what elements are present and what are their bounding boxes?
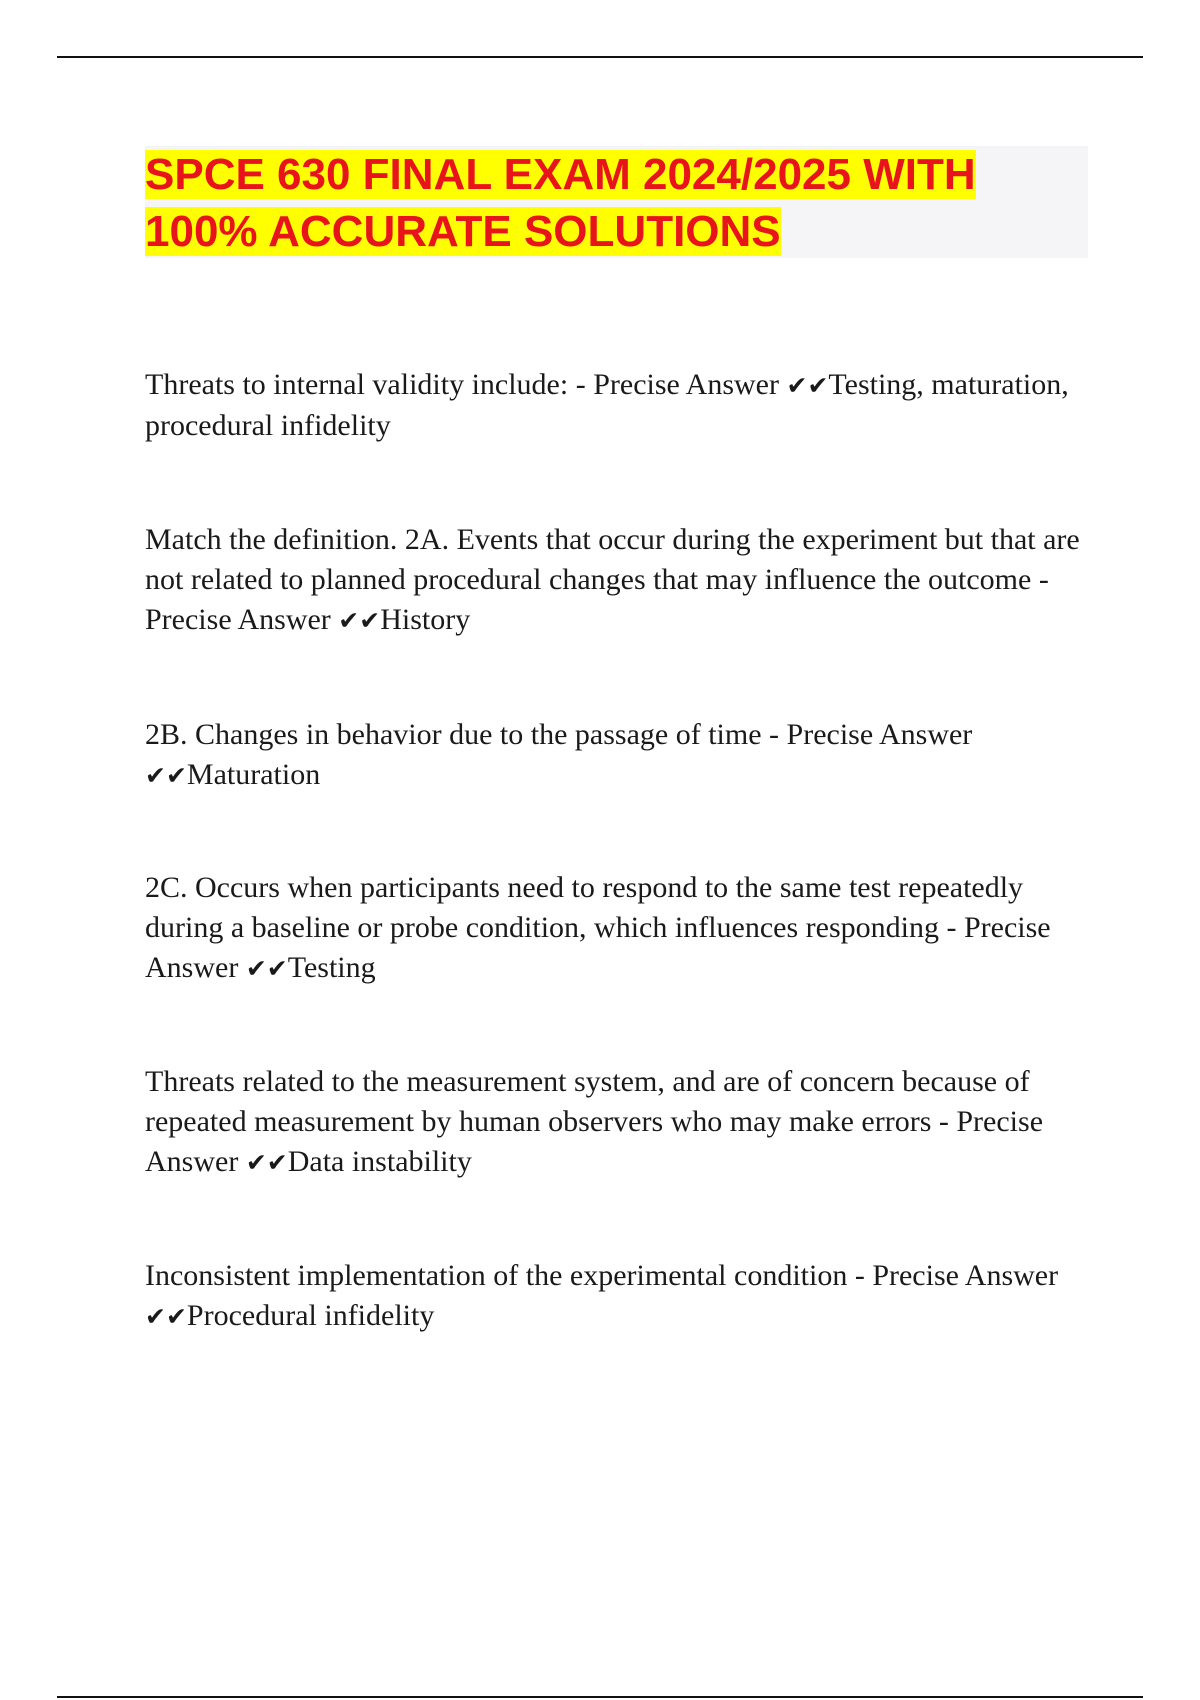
- question-text: Threats to internal validity include: -: [145, 368, 586, 401]
- qa-item: [145, 715, 1095, 796]
- title-line-2: 100% ACCURATE SOLUTIONS: [145, 207, 781, 256]
- title-block: [145, 146, 1088, 258]
- check-marks-icon: ✔✔: [145, 761, 187, 790]
- top-rule: [57, 56, 1143, 58]
- qa-item: [145, 868, 1095, 989]
- answer-prefix: Precise Answer: [593, 368, 779, 401]
- qa-item: [145, 1062, 1095, 1183]
- answer-prefix: Precise Answer: [145, 1105, 1044, 1178]
- answer-prefix: Precise Answer: [145, 603, 331, 636]
- answer-prefix: Precise Answer: [786, 718, 973, 751]
- answer-text: Testing: [287, 951, 376, 984]
- question-text: Inconsistent implementation of the experimental condition -: [145, 1259, 865, 1292]
- check-marks-icon: ✔✔: [786, 371, 829, 400]
- answer-prefix: Precise Answer: [872, 1259, 1059, 1292]
- question-text: 2C. Occurs when participants need to respond to the same test repeatedly during a baseline or probe condition, which influences responding -: [145, 871, 1024, 944]
- document-title: [145, 146, 1088, 260]
- check-marks-icon: ✔✔: [338, 606, 381, 635]
- question-text: Match the definition. 2A. Events that occur during the experiment but that are not related to planned procedural changes that may influence the outcome -: [145, 523, 1080, 596]
- answer-text: Procedural infidelity: [186, 1299, 435, 1332]
- check-marks-icon: ✔✔: [245, 954, 288, 983]
- qa-item: [145, 365, 1095, 446]
- bottom-rule: [57, 1696, 1143, 1698]
- check-marks-icon: ✔✔: [245, 1148, 288, 1177]
- answer-text: History: [380, 603, 471, 636]
- title-line-1: SPCE 630 FINAL EXAM 2024/2025 WITH: [145, 150, 976, 199]
- answer-text: Testing, maturation, procedural infidelity: [145, 368, 1069, 442]
- check-marks-icon: ✔✔: [145, 1302, 187, 1331]
- question-text: Threats related to the measurement system, and are of concern because of repeated measurement by human observers who may make errors -: [145, 1065, 1030, 1138]
- qa-item: [145, 1256, 1095, 1337]
- answer-text: Data instability: [287, 1145, 472, 1178]
- answer-text: Maturation: [186, 758, 321, 791]
- answer-prefix: Precise Answer: [145, 911, 1051, 984]
- question-text: 2B. Changes in behavior due to the passage of time -: [145, 718, 780, 751]
- qa-item: [145, 520, 1095, 641]
